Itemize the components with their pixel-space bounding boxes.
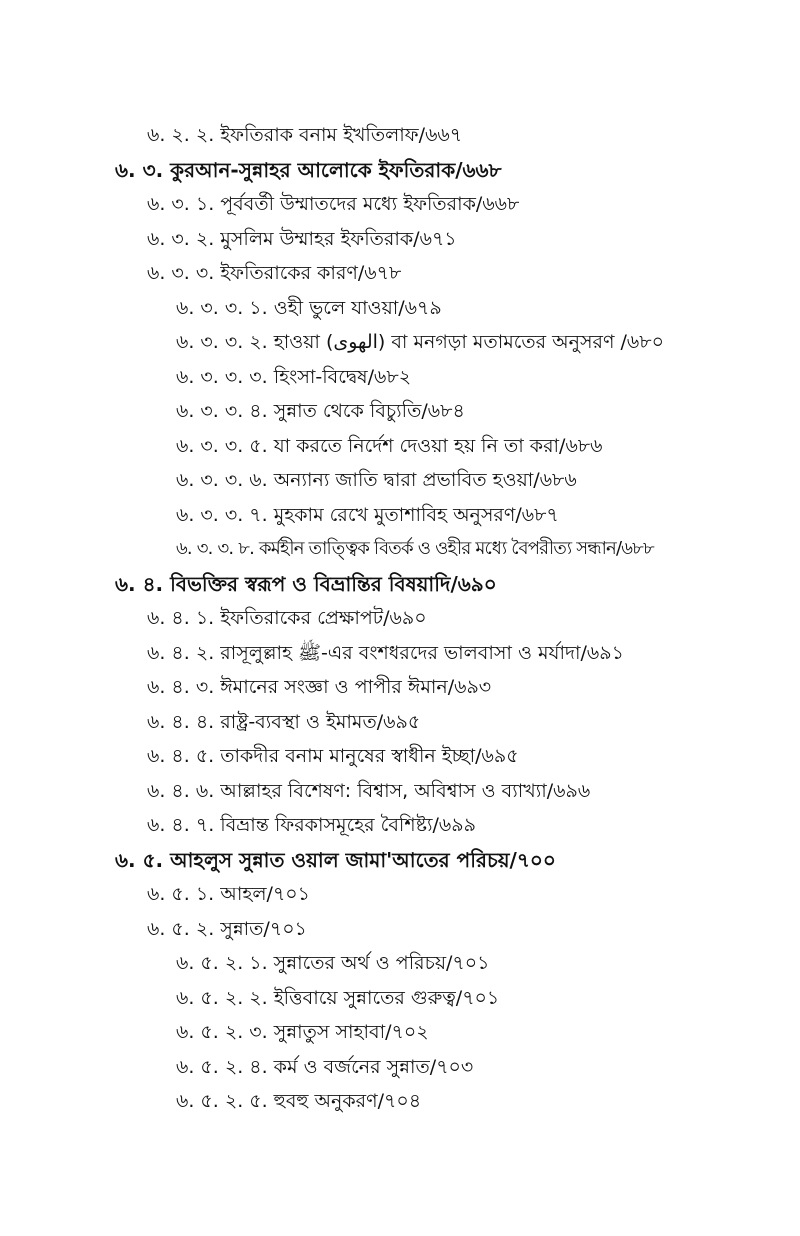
toc-subsection-entry: ৬. ৪. ৭. বিভ্রান্ত ফিরকাসমূহের বৈশিষ্ট্য/৬৯৯ bbox=[147, 814, 476, 836]
toc-section-heading: ৬. ৫. আহলুস সুন্নাত ওয়াল জামা'আতের পরিচয়/৭০০ bbox=[115, 847, 556, 872]
toc-subsubsection-entry: ৬. ৩. ৩. ২. হাওয়া (الهوى) বা মনগড়া মতামতের অনুসরণ /৬৮০ bbox=[176, 331, 664, 353]
toc-subsubsection-entry: ৬. ৫. ২. ১. সুন্নাতের অর্থ ও পরিচয়/৭০১ bbox=[176, 952, 490, 974]
toc-section-heading: ৬. ৪. বিভক্তির স্বরূপ ও বিভ্রান্তির বিষয়াদি/৬৯০ bbox=[115, 571, 497, 596]
toc-subsection-entry: ৬. ৪. ৫. তাকদীর বনাম মানুষের স্বাধীন ইচ্ছা/৬৯৫ bbox=[147, 745, 519, 767]
toc-subsection-entry: ৬. ৪. ১. ইফতিরাকের প্রেক্ষাপট/৬৯০ bbox=[147, 607, 427, 629]
toc-subsubsection-entry: ৬. ৫. ২. ২. ইত্তিবায়ে সুন্নাতের গুরুত্ব/৭০১ bbox=[176, 986, 500, 1009]
toc-subsubsection-entry: ৬. ৩. ৩. ৪. সুন্নাত থেকে বিচ্যুতি/৬৮৪ bbox=[176, 400, 465, 422]
table-of-contents bbox=[0, 118, 800, 1119]
toc-subsubsection-entry: ৬. ৫. ২. ৪. কর্ম ও বর্জনের সুন্নাত/৭০৩ bbox=[176, 1055, 474, 1078]
toc-subsection-entry: ৬. ৫. ২. সুন্নাত/৭০১ bbox=[147, 917, 307, 940]
toc-subsection-entry: ৬. ৪. ৬. আল্লাহর বিশেষণ: বিশ্বাস, অবিশ্বাস ও ব্যাখ্যা/৬৯৬ bbox=[147, 779, 591, 802]
toc-subsection-entry: ৬. ৩. ১. পূর্ববর্তী উম্মাতদের মধ্যে ইফতিরাক/৬৬৮ bbox=[147, 193, 520, 215]
toc-subsubsection-entry: ৬. ৫. ২. ৫. হুবহু অনুকরণ/৭০৪ bbox=[176, 1090, 422, 1112]
toc-subsection-entry: ৬. ৫. ১. আহল/৭০১ bbox=[147, 883, 310, 905]
toc-subsubsection-entry: ৬. ৩. ৩. ৩. হিংসা-বিদ্বেষ/৬৮২ bbox=[176, 365, 412, 388]
toc-subsubsection-entry: ৬. ৩. ৩. ৮. কর্মহীন তাত্ত্বিক বিতর্ক ও ওহীর মধ্যে বৈপরীত্য সন্ধান/৬৮৮ bbox=[176, 538, 654, 559]
toc-subsubsection-entry: ৬. ৩. ৩. ৬. অন্যান্য জাতি দ্বারা প্রভাবিত হওয়া/৬৮৬ bbox=[176, 469, 577, 491]
toc-subsubsection-entry: ৬. ৩. ৩. ১. ওহী ভুলে যাওয়া/৬৭৯ bbox=[176, 296, 442, 319]
toc-subsection-entry: ৬. ৪. ৩. ঈমানের সংজ্ঞা ও পাপীর ঈমান/৬৯৩ bbox=[147, 676, 492, 698]
toc-subsubsection-entry: ৬. ৫. ২. ৩. সুন্নাতুস সাহাবা/৭০২ bbox=[176, 1021, 429, 1043]
toc-section-heading: ৬. ৩. কুরআন-সুন্নাহর আলোকে ইফতিরাক/৬৬৮ bbox=[115, 157, 502, 182]
toc-subsection-entry: ৬. ৩. ২. মুসলিম উম্মাহর ইফতিরাক/৬৭১ bbox=[147, 227, 457, 250]
toc-subsection-entry: ৬. ৩. ৩. ইফতিরাকের কারণ/৬৭৮ bbox=[147, 262, 402, 284]
toc-subsection-entry: ৬. ৪. ২. রাসূলুল্লাহ ﷺ-এর বংশধরদের ভালবাসা ও মর্যাদা/৬৯১ bbox=[147, 641, 624, 664]
toc-subsection-entry: ৬. ২. ২. ইফতিরাক বনাম ইখতিলাফ/৬৬৭ bbox=[147, 124, 463, 146]
toc-subsubsection-entry: ৬. ৩. ৩. ৭. মুহকাম রেখে মুতাশাবিহ অনুসরণ/৬৮৭ bbox=[176, 503, 559, 526]
toc-subsubsection-entry: ৬. ৩. ৩. ৫. যা করতে নির্দেশ দেওয়া হয় নি তা করা/৬৮৬ bbox=[176, 434, 603, 457]
toc-subsection-entry: ৬. ৪. ৪. রাষ্ট্র-ব্যবস্থা ও ইমামত/৬৯৫ bbox=[147, 710, 421, 733]
